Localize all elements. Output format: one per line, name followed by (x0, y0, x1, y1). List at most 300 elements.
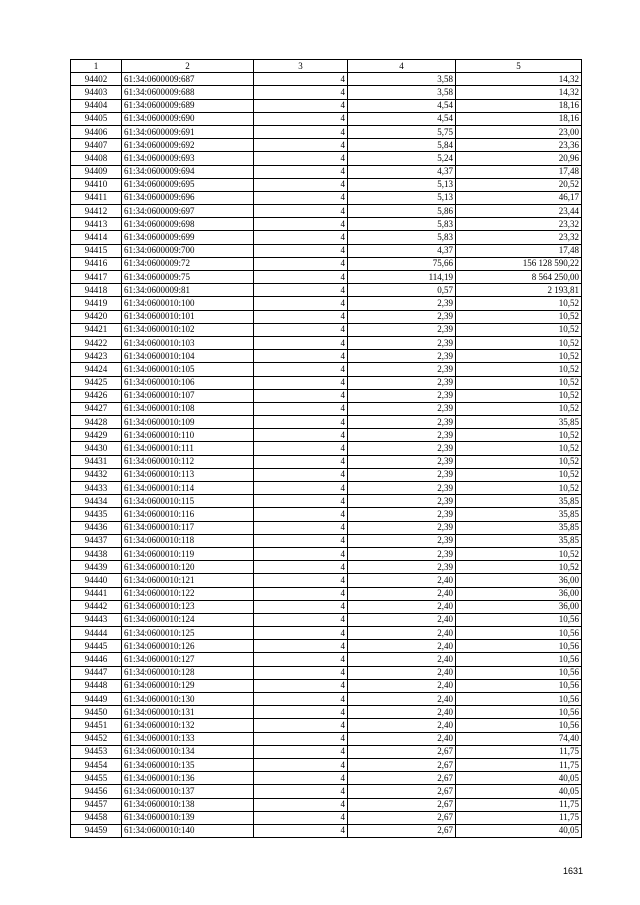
value-cell: 2,67 (348, 772, 456, 785)
value-cell: 2,39 (348, 389, 456, 402)
data-table (70, 59, 582, 838)
value-cell: 5,83 (348, 231, 456, 244)
table-row (71, 73, 582, 86)
table-row (71, 811, 582, 824)
value-cell: 2,40 (348, 587, 456, 600)
row-number-cell: 94411 (71, 191, 122, 204)
value-cell: 5,86 (348, 205, 456, 218)
cadastral-number-cell: 61:34:0600009:689 (122, 99, 254, 112)
value-cell: 2,40 (348, 574, 456, 587)
value-cell: 2,67 (348, 745, 456, 758)
category-cell: 4 (254, 336, 348, 349)
table-row (71, 666, 582, 679)
value-cell: 2,40 (348, 732, 456, 745)
row-number-cell: 94427 (71, 402, 122, 415)
cadastral-number-cell: 61:34:0600010:125 (122, 627, 254, 640)
category-cell: 4 (254, 350, 348, 363)
cadastral-number-cell: 61:34:0600010:107 (122, 389, 254, 402)
category-cell: 4 (254, 389, 348, 402)
value-cell: 2,67 (348, 811, 456, 824)
cadastral-number-cell: 61:34:0600009:696 (122, 191, 254, 204)
value-cell: 4,54 (348, 99, 456, 112)
cadastral-number-cell: 61:34:0600010:121 (122, 574, 254, 587)
value-cell: 2,39 (348, 547, 456, 560)
table-row (71, 613, 582, 626)
table-row (71, 745, 582, 758)
value-cell: 2,40 (348, 627, 456, 640)
category-cell: 4 (254, 323, 348, 336)
row-number-cell: 94418 (71, 284, 122, 297)
row-number-cell: 94440 (71, 574, 122, 587)
value-cell: 2,39 (348, 402, 456, 415)
category-cell: 4 (254, 600, 348, 613)
category-cell: 4 (254, 719, 348, 732)
value-cell: 3,58 (348, 73, 456, 86)
table-row (71, 482, 582, 495)
value-cell: 5,75 (348, 125, 456, 138)
amount-cell: 17,48 (456, 165, 582, 178)
row-number-cell: 94407 (71, 139, 122, 152)
value-cell: 4,54 (348, 112, 456, 125)
amount-cell: 36,00 (456, 600, 582, 613)
cadastral-number-cell: 61:34:0600010:120 (122, 561, 254, 574)
category-cell: 4 (254, 86, 348, 99)
table-row (71, 495, 582, 508)
row-number-cell: 94445 (71, 640, 122, 653)
category-cell: 4 (254, 745, 348, 758)
cadastral-number-cell: 61:34:0600010:113 (122, 468, 254, 481)
amount-cell: 10,52 (456, 389, 582, 402)
row-number-cell: 94428 (71, 416, 122, 429)
category-cell: 4 (254, 231, 348, 244)
row-number-cell: 94435 (71, 508, 122, 521)
value-cell: 2,39 (348, 363, 456, 376)
table-row (71, 706, 582, 719)
cadastral-number-cell: 61:34:0600009:697 (122, 205, 254, 218)
cadastral-number-cell: 61:34:0600010:106 (122, 376, 254, 389)
table-row (71, 231, 582, 244)
row-number-cell: 94412 (71, 205, 122, 218)
cadastral-number-cell: 61:34:0600010:116 (122, 508, 254, 521)
value-cell: 2,39 (348, 442, 456, 455)
row-number-cell: 94405 (71, 112, 122, 125)
value-cell: 2,40 (348, 653, 456, 666)
row-number-cell: 94430 (71, 442, 122, 455)
value-cell: 2,39 (348, 323, 456, 336)
amount-cell: 10,52 (456, 323, 582, 336)
amount-cell: 46,17 (456, 191, 582, 204)
category-cell: 4 (254, 73, 348, 86)
row-number-cell: 94444 (71, 627, 122, 640)
table-row (71, 679, 582, 692)
category-cell: 4 (254, 429, 348, 442)
amount-cell: 23,00 (456, 125, 582, 138)
row-number-cell: 94426 (71, 389, 122, 402)
value-cell: 4,37 (348, 244, 456, 257)
category-cell: 4 (254, 271, 348, 284)
value-cell: 3,58 (348, 86, 456, 99)
cadastral-number-cell: 61:34:0600009:698 (122, 218, 254, 231)
row-number-cell: 94404 (71, 99, 122, 112)
value-cell: 2,40 (348, 679, 456, 692)
value-cell: 5,24 (348, 152, 456, 165)
value-cell: 2,39 (348, 350, 456, 363)
amount-cell: 10,56 (456, 706, 582, 719)
value-cell: 2,39 (348, 429, 456, 442)
category-cell: 4 (254, 402, 348, 415)
amount-cell: 35,85 (456, 534, 582, 547)
row-number-cell: 94433 (71, 482, 122, 495)
amount-cell: 17,48 (456, 244, 582, 257)
amount-cell: 10,56 (456, 719, 582, 732)
category-cell: 4 (254, 693, 348, 706)
cadastral-number-cell: 61:34:0600010:103 (122, 336, 254, 349)
amount-cell: 10,52 (456, 455, 582, 468)
value-cell: 5,13 (348, 191, 456, 204)
value-cell: 2,39 (348, 508, 456, 521)
cadastral-number-cell: 61:34:0600010:105 (122, 363, 254, 376)
value-cell: 2,67 (348, 785, 456, 798)
row-number-cell: 94413 (71, 218, 122, 231)
amount-cell: 10,52 (456, 547, 582, 560)
table-row (71, 785, 582, 798)
category-cell: 4 (254, 363, 348, 376)
table-row (71, 732, 582, 745)
category-cell: 4 (254, 547, 348, 560)
amount-cell: 23,36 (456, 139, 582, 152)
category-cell: 4 (254, 772, 348, 785)
cadastral-number-cell: 61:34:0600010:112 (122, 455, 254, 468)
category-cell: 4 (254, 508, 348, 521)
cadastral-number-cell: 61:34:0600010:101 (122, 310, 254, 323)
amount-cell: 10,56 (456, 653, 582, 666)
value-cell: 2,39 (348, 376, 456, 389)
amount-cell: 14,32 (456, 86, 582, 99)
value-cell: 2,39 (348, 455, 456, 468)
cadastral-number-cell: 61:34:0600009:693 (122, 152, 254, 165)
amount-cell: 20,52 (456, 178, 582, 191)
value-cell: 2,39 (348, 416, 456, 429)
value-cell: 5,83 (348, 218, 456, 231)
column-header-3: 3 (254, 60, 348, 73)
table-row (71, 587, 582, 600)
value-cell: 2,40 (348, 666, 456, 679)
value-cell: 2,67 (348, 758, 456, 771)
category-cell: 4 (254, 257, 348, 270)
cadastral-number-cell: 61:34:0600009:699 (122, 231, 254, 244)
amount-cell: 10,52 (456, 297, 582, 310)
cadastral-number-cell: 61:34:0600010:104 (122, 350, 254, 363)
category-cell: 4 (254, 574, 348, 587)
value-cell: 114,19 (348, 271, 456, 284)
cadastral-number-cell: 61:34:0600010:119 (122, 547, 254, 560)
table-row (71, 521, 582, 534)
amount-cell: 10,56 (456, 627, 582, 640)
table-body (71, 73, 582, 838)
row-number-cell: 94456 (71, 785, 122, 798)
row-number-cell: 94422 (71, 336, 122, 349)
cadastral-number-cell: 61:34:0600010:109 (122, 416, 254, 429)
row-number-cell: 94437 (71, 534, 122, 547)
amount-cell: 10,56 (456, 613, 582, 626)
amount-cell: 10,52 (456, 442, 582, 455)
value-cell: 2,39 (348, 495, 456, 508)
table-row (71, 244, 582, 257)
row-number-cell: 94451 (71, 719, 122, 732)
table-row (71, 139, 582, 152)
cadastral-number-cell: 61:34:0600009:695 (122, 178, 254, 191)
table-row (71, 547, 582, 560)
category-cell: 4 (254, 732, 348, 745)
table-row (71, 389, 582, 402)
row-number-cell: 94425 (71, 376, 122, 389)
table-row (71, 534, 582, 547)
cadastral-number-cell: 61:34:0600009:75 (122, 271, 254, 284)
amount-cell: 10,52 (456, 468, 582, 481)
value-cell: 2,39 (348, 336, 456, 349)
cadastral-number-cell: 61:34:0600010:134 (122, 745, 254, 758)
row-number-cell: 94441 (71, 587, 122, 600)
amount-cell: 11,75 (456, 811, 582, 824)
cadastral-number-cell: 61:34:0600010:117 (122, 521, 254, 534)
value-cell: 2,40 (348, 600, 456, 613)
category-cell: 4 (254, 165, 348, 178)
amount-cell: 10,56 (456, 693, 582, 706)
row-number-cell: 94434 (71, 495, 122, 508)
amount-cell: 8 564 250,00 (456, 271, 582, 284)
amount-cell: 14,32 (456, 73, 582, 86)
table-row (71, 824, 582, 837)
row-number-cell: 94455 (71, 772, 122, 785)
category-cell: 4 (254, 613, 348, 626)
amount-cell: 35,85 (456, 508, 582, 521)
category-cell: 4 (254, 205, 348, 218)
row-number-cell: 94457 (71, 798, 122, 811)
table-row (71, 627, 582, 640)
row-number-cell: 94429 (71, 429, 122, 442)
table-row (71, 218, 582, 231)
cadastral-number-cell: 61:34:0600010:114 (122, 482, 254, 495)
table-row (71, 310, 582, 323)
category-cell: 4 (254, 416, 348, 429)
amount-cell: 35,85 (456, 495, 582, 508)
table-row (71, 178, 582, 191)
column-header-4: 4 (348, 60, 456, 73)
amount-cell: 10,52 (456, 429, 582, 442)
table-row (71, 442, 582, 455)
row-number-cell: 94423 (71, 350, 122, 363)
cadastral-number-cell: 61:34:0600009:691 (122, 125, 254, 138)
row-number-cell: 94447 (71, 666, 122, 679)
category-cell: 4 (254, 244, 348, 257)
amount-cell: 10,56 (456, 640, 582, 653)
row-number-cell: 94406 (71, 125, 122, 138)
category-cell: 4 (254, 442, 348, 455)
table-row (71, 205, 582, 218)
amount-cell: 10,56 (456, 679, 582, 692)
row-number-cell: 94443 (71, 613, 122, 626)
row-number-cell: 94402 (71, 73, 122, 86)
table-row (71, 455, 582, 468)
amount-cell: 35,85 (456, 416, 582, 429)
category-cell: 4 (254, 112, 348, 125)
value-cell: 2,39 (348, 561, 456, 574)
table-row (71, 693, 582, 706)
cadastral-number-cell: 61:34:0600009:687 (122, 73, 254, 86)
category-cell: 4 (254, 218, 348, 231)
table-row (71, 561, 582, 574)
category-cell: 4 (254, 798, 348, 811)
amount-cell: 10,56 (456, 666, 582, 679)
category-cell: 4 (254, 785, 348, 798)
table-row (71, 468, 582, 481)
amount-cell: 18,16 (456, 112, 582, 125)
table-row (71, 376, 582, 389)
category-cell: 4 (254, 679, 348, 692)
cadastral-number-cell: 61:34:0600010:128 (122, 666, 254, 679)
row-number-cell: 94452 (71, 732, 122, 745)
row-number-cell: 94448 (71, 679, 122, 692)
table-row (71, 323, 582, 336)
cadastral-number-cell: 61:34:0600010:108 (122, 402, 254, 415)
row-number-cell: 94421 (71, 323, 122, 336)
cadastral-number-cell: 61:34:0600010:137 (122, 785, 254, 798)
amount-cell: 156 128 590,22 (456, 257, 582, 270)
table-row (71, 152, 582, 165)
amount-cell: 40,05 (456, 785, 582, 798)
table-row (71, 653, 582, 666)
amount-cell: 18,16 (456, 99, 582, 112)
category-cell: 4 (254, 482, 348, 495)
value-cell: 2,40 (348, 613, 456, 626)
category-cell: 4 (254, 455, 348, 468)
table-row (71, 125, 582, 138)
category-cell: 4 (254, 139, 348, 152)
category-cell: 4 (254, 191, 348, 204)
category-cell: 4 (254, 284, 348, 297)
table-row (71, 363, 582, 376)
page-number: 1631 (563, 866, 584, 876)
category-cell: 4 (254, 310, 348, 323)
cadastral-number-cell: 61:34:0600010:118 (122, 534, 254, 547)
value-cell: 2,67 (348, 798, 456, 811)
cadastral-number-cell: 61:34:0600009:700 (122, 244, 254, 257)
table-row (71, 719, 582, 732)
table-row (71, 402, 582, 415)
cadastral-number-cell: 61:34:0600010:124 (122, 613, 254, 626)
row-number-cell: 94446 (71, 653, 122, 666)
row-number-cell: 94453 (71, 745, 122, 758)
row-number-cell: 94438 (71, 547, 122, 560)
row-number-cell: 94424 (71, 363, 122, 376)
row-number-cell: 94450 (71, 706, 122, 719)
amount-cell: 36,00 (456, 574, 582, 587)
row-number-cell: 94439 (71, 561, 122, 574)
table-row (71, 191, 582, 204)
cadastral-number-cell: 61:34:0600009:81 (122, 284, 254, 297)
cadastral-number-cell: 61:34:0600010:115 (122, 495, 254, 508)
value-cell: 2,39 (348, 297, 456, 310)
amount-cell: 10,52 (456, 561, 582, 574)
header-row (71, 60, 582, 73)
value-cell: 2,39 (348, 310, 456, 323)
value-cell: 5,13 (348, 178, 456, 191)
cadastral-number-cell: 61:34:0600010:126 (122, 640, 254, 653)
amount-cell: 10,52 (456, 402, 582, 415)
table-row (71, 297, 582, 310)
table-row (71, 350, 582, 363)
amount-cell: 10,52 (456, 363, 582, 376)
row-number-cell: 94417 (71, 271, 122, 284)
table-row (71, 165, 582, 178)
category-cell: 4 (254, 534, 348, 547)
amount-cell: 2 193,81 (456, 284, 582, 297)
row-number-cell: 94403 (71, 86, 122, 99)
column-header-5: 5 (456, 60, 582, 73)
category-cell: 4 (254, 468, 348, 481)
row-number-cell: 94410 (71, 178, 122, 191)
category-cell: 4 (254, 824, 348, 837)
cadastral-number-cell: 61:34:0600010:132 (122, 719, 254, 732)
category-cell: 4 (254, 627, 348, 640)
row-number-cell: 94415 (71, 244, 122, 257)
table-row (71, 257, 582, 270)
amount-cell: 23,32 (456, 231, 582, 244)
row-number-cell: 94459 (71, 824, 122, 837)
row-number-cell: 94409 (71, 165, 122, 178)
row-number-cell: 94458 (71, 811, 122, 824)
value-cell: 2,40 (348, 693, 456, 706)
category-cell: 4 (254, 495, 348, 508)
table-row (71, 772, 582, 785)
amount-cell: 11,75 (456, 798, 582, 811)
cadastral-number-cell: 61:34:0600009:694 (122, 165, 254, 178)
table-row (71, 798, 582, 811)
amount-cell: 74,40 (456, 732, 582, 745)
category-cell: 4 (254, 706, 348, 719)
cadastral-number-cell: 61:34:0600009:688 (122, 86, 254, 99)
cadastral-number-cell: 61:34:0600010:133 (122, 732, 254, 745)
table-row (71, 336, 582, 349)
row-number-cell: 94416 (71, 257, 122, 270)
category-cell: 4 (254, 587, 348, 600)
row-number-cell: 94420 (71, 310, 122, 323)
category-cell: 4 (254, 653, 348, 666)
value-cell: 2,39 (348, 534, 456, 547)
cadastral-number-cell: 61:34:0600010:136 (122, 772, 254, 785)
category-cell: 4 (254, 297, 348, 310)
table-row (71, 112, 582, 125)
row-number-cell: 94432 (71, 468, 122, 481)
value-cell: 75,66 (348, 257, 456, 270)
table-row (71, 271, 582, 284)
row-number-cell: 94454 (71, 758, 122, 771)
value-cell: 2,39 (348, 468, 456, 481)
amount-cell: 23,32 (456, 218, 582, 231)
category-cell: 4 (254, 561, 348, 574)
category-cell: 4 (254, 125, 348, 138)
cadastral-number-cell: 61:34:0600010:139 (122, 811, 254, 824)
cadastral-number-cell: 61:34:0600010:140 (122, 824, 254, 837)
amount-cell: 11,75 (456, 758, 582, 771)
cadastral-number-cell: 61:34:0600010:122 (122, 587, 254, 600)
cadastral-number-cell: 61:34:0600009:72 (122, 257, 254, 270)
table-row (71, 758, 582, 771)
value-cell: 4,37 (348, 165, 456, 178)
category-cell: 4 (254, 666, 348, 679)
cadastral-number-cell: 61:34:0600010:102 (122, 323, 254, 336)
cadastral-number-cell: 61:34:0600010:135 (122, 758, 254, 771)
